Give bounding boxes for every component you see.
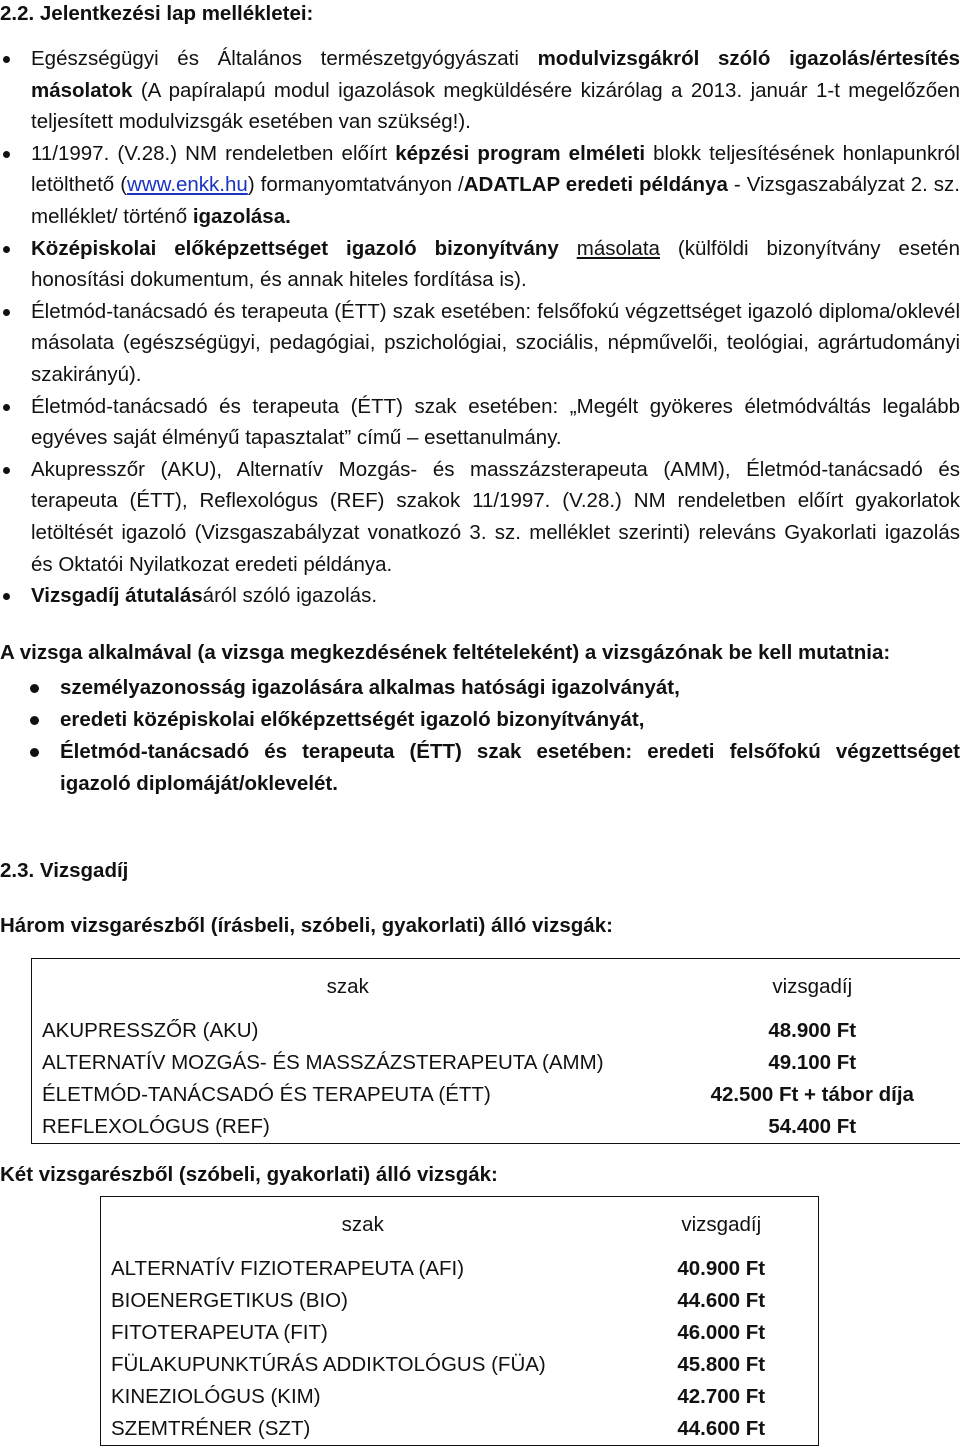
program-fee: 40.900 Ft bbox=[625, 1253, 819, 1285]
section-heading-attachments: 2.2. Jelentkezési lap mellékletei: bbox=[0, 2, 313, 26]
program-name: REFLEXOLÓGUS (REF) bbox=[32, 1111, 664, 1144]
program-fee: 46.000 Ft bbox=[625, 1317, 819, 1349]
three-part-heading: Három vizsgarészből (írásbeli, szóbeli, gyakorlati) álló vizsgák: bbox=[0, 914, 613, 938]
two-part-fee-table bbox=[100, 1196, 819, 1446]
text: személyazonosság igazolására alkalmas hatósági igazolványát, bbox=[60, 676, 680, 699]
text-underlined: másolata bbox=[577, 237, 660, 260]
requirement-item bbox=[0, 672, 960, 704]
text bbox=[559, 237, 577, 260]
table-row bbox=[101, 1285, 819, 1317]
attachment-item bbox=[0, 296, 960, 391]
text-bold: modulvizsgákról szóló igazolás/értesítés másolatok bbox=[31, 47, 960, 102]
attachment-item bbox=[0, 43, 960, 138]
text: Életmód-tanácsadó és terapeuta (ÉTT) szak esetében: felsőfokú végzettséget igazoló diploma/oklevél másolata (egészségügyi, pedagógiai, pszichológiai, szociális, népművelői, teológiai, agrártudományi szakirányú). bbox=[31, 300, 960, 386]
table-row bbox=[101, 1413, 819, 1446]
text: Egészségügyi és Általános természetgyógyászati bbox=[31, 47, 538, 70]
program-name: FÜLAKUPUNKTÚRÁS ADDIKTOLÓGUS (FÜA) bbox=[101, 1349, 625, 1381]
header-vizsgadij: vizsgadíj bbox=[625, 1197, 819, 1254]
text: áról szóló igazolás. bbox=[203, 584, 377, 607]
exam-requirements-heading: A vizsga alkalmával (a vizsga megkezdésének feltételeként) a vizsgázónak be kell mutatnia: bbox=[0, 641, 890, 665]
enkk-link[interactable]: www.enkk.hu bbox=[127, 173, 248, 196]
text: Életmód-tanácsadó és terapeuta (ÉTT) szak esetében: „Megélt gyökeres életmódváltás legalább egyéves saját élményű tapasztalat” című – esettanulmány. bbox=[31, 395, 960, 450]
table-row bbox=[101, 1381, 819, 1413]
program-fee: 49.100 Ft bbox=[664, 1047, 960, 1079]
attachment-item bbox=[0, 138, 960, 233]
program-fee: 42.700 Ft bbox=[625, 1381, 819, 1413]
text-bold: Vizsgadíj átutalás bbox=[31, 584, 203, 607]
table-row bbox=[32, 1047, 960, 1079]
program-fee: 54.400 Ft bbox=[664, 1111, 960, 1144]
program-fee: 44.600 Ft bbox=[625, 1413, 819, 1446]
program-name: ALTERNATÍV MOZGÁS- ÉS MASSZÁZSTERAPEUTA (AMM) bbox=[32, 1047, 664, 1079]
header-szak: szak bbox=[101, 1197, 625, 1254]
exam-requirements-list bbox=[0, 672, 960, 800]
text: - Vizsgaszabályzat 2. sz. melléklet/ történő bbox=[31, 173, 960, 228]
requirement-item bbox=[0, 736, 960, 800]
attachment-item bbox=[0, 233, 960, 296]
attachment-item bbox=[0, 580, 960, 612]
text: Akupresszőr (AKU), Alternatív Mozgás- és masszázsterapeuta (AMM), Életmód-tanácsadó és terapeuta (ÉTT), Reflexológus (REF) szakok 11/1997. (V.28.) NM rendeletben előírt gyakorlatok letöltését igazoló (Vizsgaszabályzat vonatkozó 3. sz. melléklet szerinti) releváns Gyakorlati igazolás és Oktatói Nyilatkozat eredeti példánya. bbox=[31, 458, 960, 576]
text: 11/1997. (V.28.) NM rendeletben előírt bbox=[31, 142, 395, 165]
requirement-item bbox=[0, 704, 960, 736]
three-part-fee-table bbox=[31, 958, 960, 1144]
attachment-item bbox=[0, 391, 960, 454]
text: eredeti középiskolai előképzettségét igazoló bizonyítványát, bbox=[60, 708, 644, 731]
section-heading-fees: 2.3. Vizsgadíj bbox=[0, 859, 128, 883]
two-part-heading: Két vizsgarészből (szóbeli, gyakorlati) álló vizsgák: bbox=[0, 1163, 498, 1187]
table-header-row bbox=[101, 1197, 819, 1254]
attachments-list bbox=[0, 43, 960, 612]
program-fee: 42.500 Ft + tábor díja bbox=[664, 1079, 960, 1111]
attachment-item bbox=[0, 454, 960, 580]
program-fee: 48.900 Ft bbox=[664, 1015, 960, 1047]
table-row bbox=[32, 1079, 960, 1111]
text: Életmód-tanácsadó és terapeuta (ÉTT) szak esetében: eredeti felsőfokú végzettséget igazoló diplomáját/oklevelét. bbox=[60, 740, 960, 795]
table-row bbox=[101, 1317, 819, 1349]
table-row bbox=[101, 1349, 819, 1381]
text: (A papíralapú modul igazolások megküldésére kizárólag a 2013. január 1-t megelőzően teljesített modulvizsgák esetében van szükség!). bbox=[31, 79, 960, 134]
text-bold: igazolása. bbox=[193, 205, 291, 228]
text: blokk teljesítésének honlapunkról letölthető ( bbox=[31, 142, 960, 197]
program-name: FITOTERAPEUTA (FIT) bbox=[101, 1317, 625, 1349]
table-row bbox=[32, 1111, 960, 1144]
text-bold: Középiskolai előképzettséget igazoló bizonyítvány bbox=[31, 237, 559, 260]
program-fee: 44.600 Ft bbox=[625, 1285, 819, 1317]
table-row bbox=[101, 1253, 819, 1285]
program-fee: 45.800 Ft bbox=[625, 1349, 819, 1381]
program-name: AKUPRESSZŐR (AKU) bbox=[32, 1015, 664, 1047]
program-name: SZEMTRÉNER (SZT) bbox=[101, 1413, 625, 1446]
program-name: ALTERNATÍV FIZIOTERAPEUTA (AFI) bbox=[101, 1253, 625, 1285]
program-name: BIOENERGETIKUS (BIO) bbox=[101, 1285, 625, 1317]
text-bold: képzési program elméleti bbox=[395, 142, 645, 165]
table-row bbox=[32, 1015, 960, 1047]
header-vizsgadij: vizsgadíj bbox=[664, 959, 960, 1016]
text-bold: ADATLAP eredeti példánya bbox=[464, 173, 728, 196]
program-name: ÉLETMÓD-TANÁCSADÓ ÉS TERAPEUTA (ÉTT) bbox=[32, 1079, 664, 1111]
header-szak: szak bbox=[32, 959, 664, 1016]
text: (külföldi bizonyítvány esetén honosítási dokumentum, és annak hiteles fordítása is). bbox=[31, 237, 960, 292]
program-name: KINEZIOLÓGUS (KIM) bbox=[101, 1381, 625, 1413]
table-header-row bbox=[32, 959, 960, 1016]
text: ) formanyomtatványon / bbox=[248, 173, 464, 196]
